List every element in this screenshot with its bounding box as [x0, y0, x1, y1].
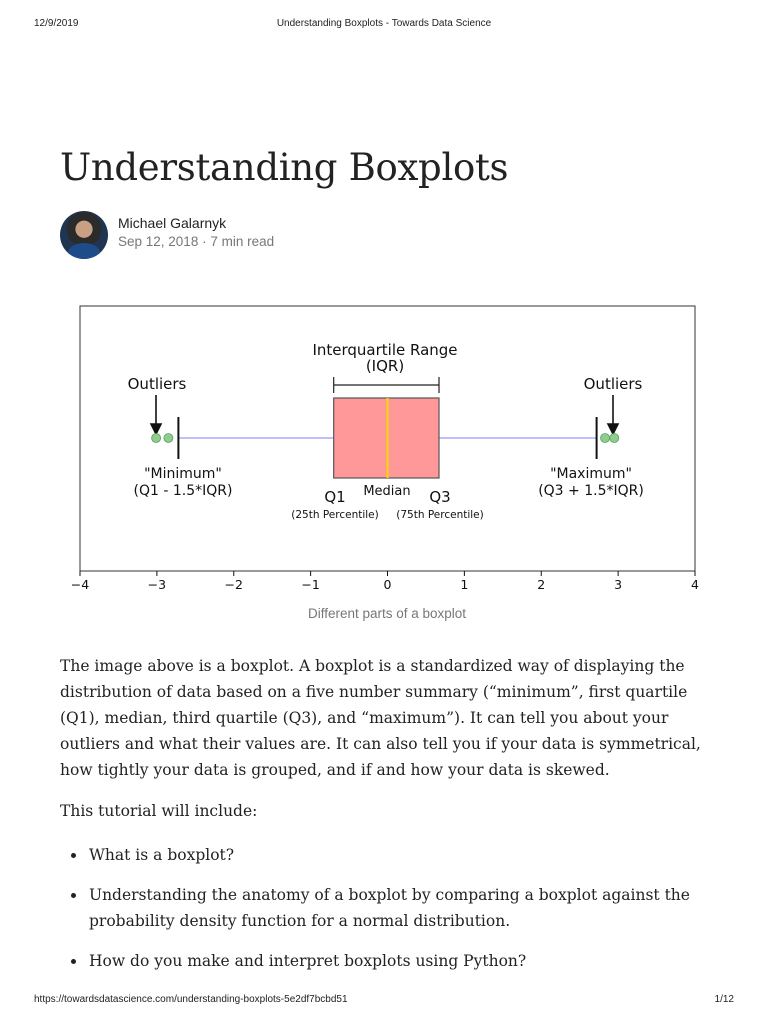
x-tick-label: −1 [301, 577, 320, 592]
intro-paragraph: The image above is a boxplot. A boxplot is a standardized way of displaying the distribution of data based on a five number summary (“minimum”, first quartile (Q1), median, third quartile (Q3), and “maximum”). It can tell you about your outliers and what their values are. It can also tell you if your data is symmetrical, how tightly your data is grouped, and if and how your data is skewed. [60, 657, 701, 779]
maximum-formula-label: (Q3 + 1.5*IQR) [538, 483, 644, 499]
bullet-icon [71, 893, 76, 898]
list-item-text: Understanding the anatomy of a boxplot by comparing a boxplot against the probability density function for a normal distribution. [89, 886, 690, 930]
x-tick-label: −4 [70, 577, 90, 592]
list-item-text: How do you make and interpret boxplots using Python? [89, 952, 527, 970]
outlier-point [610, 434, 619, 443]
list-item [60, 842, 710, 868]
iqr-abbr-label: (IQR) [365, 357, 405, 375]
bullet-icon [71, 853, 76, 858]
list-item [60, 948, 710, 974]
x-tick-label: 3 [614, 577, 623, 592]
maximum-label: "Maximum" [550, 466, 632, 482]
author-byline [60, 211, 460, 259]
tutorial-topics-list [60, 842, 710, 988]
outliers-left-label: Outliers [127, 375, 187, 393]
iqr-title-label: Interquartile Range [312, 341, 458, 359]
outlier-point [601, 434, 610, 443]
bullet-icon [71, 959, 76, 964]
minimum-formula-label: (Q1 - 1.5*IQR) [133, 483, 233, 499]
boxplot-chart [62, 298, 712, 598]
figure-caption: Different parts of a boxplot [307, 606, 467, 621]
outliers-right-label: Outliers [583, 375, 643, 393]
x-tick-label: 1 [460, 577, 469, 592]
q1-label: Q1 [324, 488, 346, 506]
q1-percentile-label: (25th Percentile) [291, 509, 379, 521]
minimum-label: "Minimum" [144, 466, 222, 482]
print-page-number: 1/12 [714, 994, 734, 1005]
avatar[interactable] [60, 211, 108, 259]
author-name[interactable]: Michael Galarnyk [118, 215, 227, 231]
q3-percentile-label: (75th Percentile) [396, 509, 484, 521]
x-tick-label: 2 [537, 577, 546, 592]
outlier-point [152, 434, 161, 443]
q3-label: Q3 [429, 488, 451, 506]
print-date: 12/9/2019 [34, 18, 79, 29]
iqr-box [334, 398, 439, 478]
print-page-title: Understanding Boxplots - Towards Data Science [276, 18, 492, 29]
article-title: Understanding Boxplots [60, 146, 509, 189]
x-tick-label: 4 [691, 577, 699, 592]
print-url: https://towardsdatascience.com/understanding-boxplots-5e2df7bcbd51 [34, 994, 348, 1005]
tutorial-intro-paragraph: This tutorial will include: [60, 802, 258, 820]
median-label: Median [363, 484, 411, 499]
boxplot-figure [62, 298, 712, 621]
x-tick-label: −2 [224, 577, 243, 592]
list-item [60, 882, 710, 934]
outlier-point [164, 434, 173, 443]
x-tick-label: 0 [383, 577, 392, 592]
x-tick-label: −3 [147, 577, 167, 592]
list-item-text: What is a boxplot? [89, 846, 235, 864]
article-meta: Sep 12, 2018 · 7 min read [118, 234, 275, 249]
